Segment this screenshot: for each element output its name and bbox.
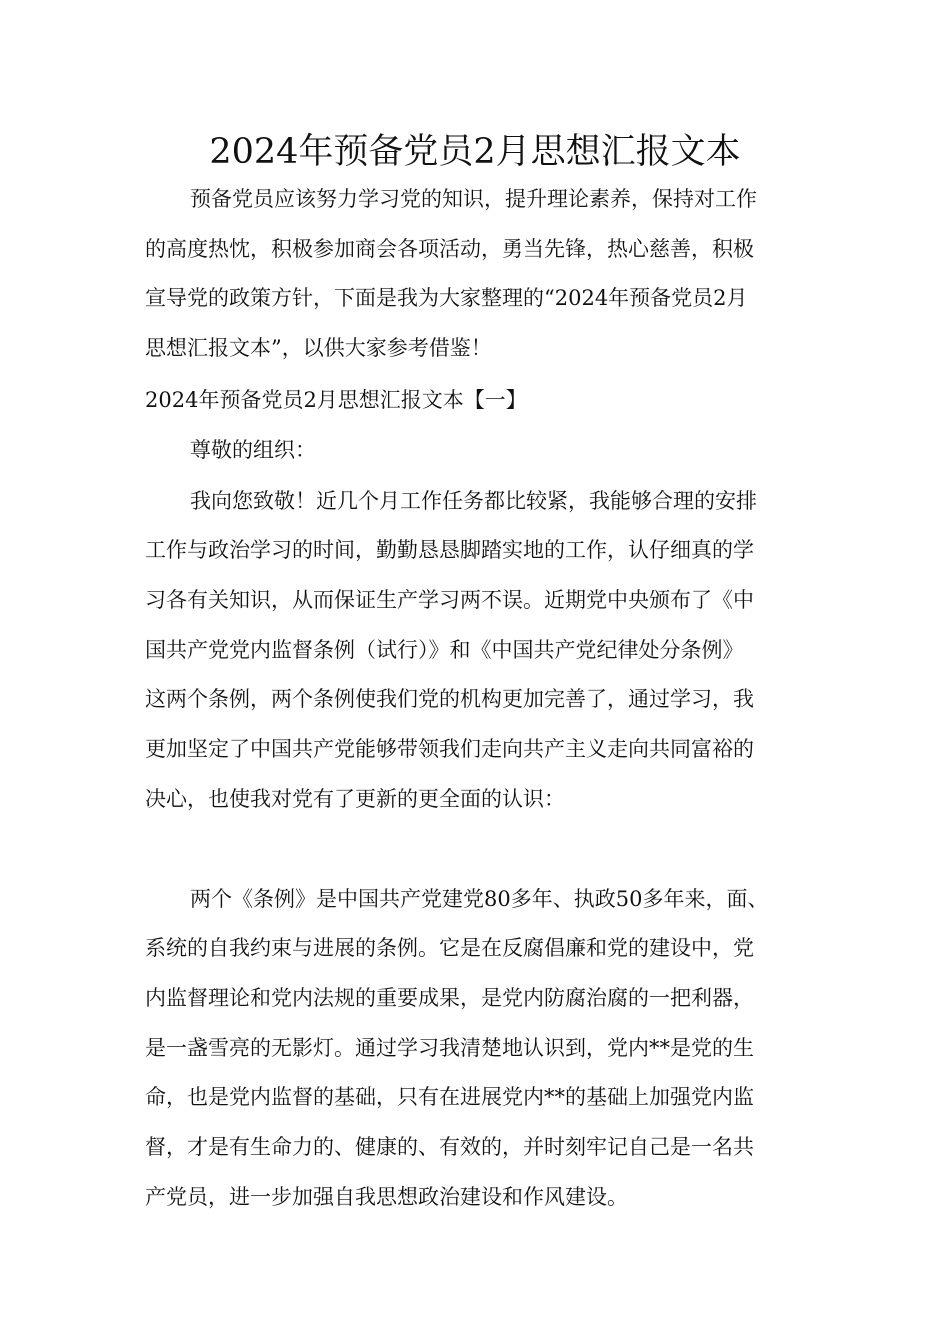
paragraph1-line-6: 更加坚定了中国共产党能够带领我们走向共产主义走向共同富裕的	[145, 737, 754, 761]
paragraph2-line-6: 督，才是有生命力的、健康的、有效的，并时刻牢记自己是一名共	[145, 1135, 754, 1159]
paragraph2-line-5: 命，也是党内监督的基础，只有在进展党内**的基础上加强党内监	[145, 1085, 754, 1109]
paragraph1-line-5: 这两个条例，两个条例使我们党的机构更加完善了，通过学习，我	[145, 687, 754, 711]
paragraph1-line-2: 工作与政治学习的时间，勤勤恳恳脚踏实地的工作，认仔细真的学	[145, 538, 754, 562]
paragraph2-line-7: 产党员，进一步加强自我思想政治建设和作风建设。	[145, 1185, 628, 1209]
intro-line-2: 的高度热忱，积极参加商会各项活动，勇当先锋，热心慈善，积极	[145, 237, 754, 261]
intro-line-4: 思想汇报文本”，以供大家参考借鉴！	[145, 336, 492, 360]
paragraph2-line-1: 两个《条例》是中国共产党建党80多年、执政50多年来，面、	[190, 887, 769, 911]
intro-line-1: 预备党员应该努力学习党的知识，提升理论素养，保持对工作	[190, 187, 757, 211]
paragraph1-line-3: 习各有关知识，从而保证生产学习两不误。近期党中央颁布了《中	[145, 588, 754, 612]
paragraph2-line-2: 系统的自我约束与进展的条例。它是在反腐倡廉和党的建设中，党	[145, 936, 754, 960]
document-title: 2024年预备党员2月思想汇报文本	[209, 132, 741, 172]
section-heading: 2024年预备党员2月思想汇报文本【一】	[145, 388, 527, 412]
paragraph1-line-7: 决心，也使我对党有了更新的更全面的认识：	[145, 787, 565, 811]
paragraph2-line-3: 内监督理论和党内法规的重要成果，是党内防腐治腐的一把利器，	[145, 986, 754, 1010]
paragraph2-line-4: 是一盏雪亮的无影灯。通过学习我清楚地认识到，党内**是党的生	[145, 1036, 754, 1060]
salutation: 尊敬的组织：	[190, 438, 316, 462]
intro-line-3: 宣导党的政策方针，下面是我为大家整理的“2024年预备党员2月	[145, 286, 748, 310]
paragraph1-line-1: 我向您致敬！近几个月工作任务都比较紧，我能够合理的安排	[190, 489, 757, 513]
paragraph1-line-4: 国共产党党内监督条例（试行）》和《中国共产党纪律处分条例》	[145, 638, 744, 662]
